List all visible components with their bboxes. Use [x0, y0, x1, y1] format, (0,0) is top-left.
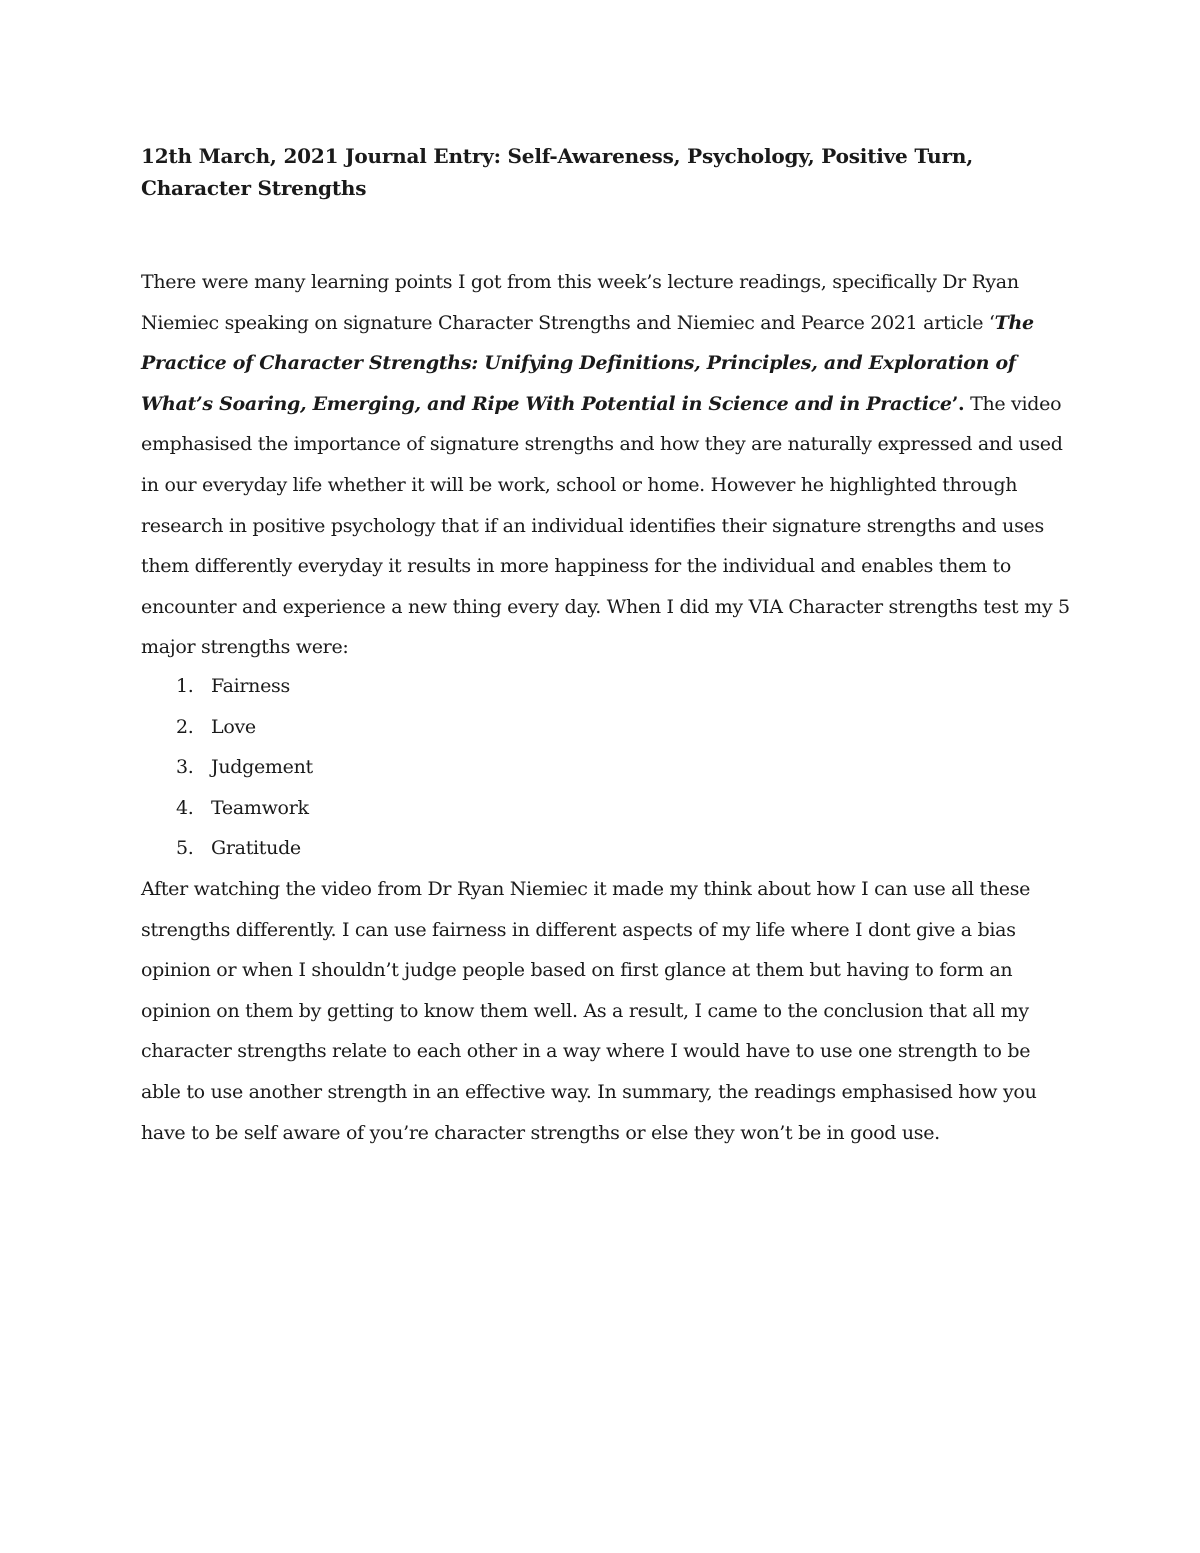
list-item-label: Fairness: [211, 675, 290, 697]
list-item-label: Love: [211, 715, 256, 738]
list-item: [176, 788, 313, 829]
paragraph-intro-text-1: There were many learning points I got from this week’s lecture readings, specifically Dr Ryan Niemiec speaking on signature Character Strengths and Niemiec and Pearce 2021 article ‘: [141, 271, 1019, 334]
list-item-number: 4.: [176, 796, 194, 819]
list-item-number: 5.: [176, 837, 194, 860]
list-item-label: Teamwork: [211, 796, 309, 819]
list-item: [176, 828, 313, 869]
list-item: [176, 707, 313, 748]
journal-entry-title: 12th March, 2021 Journal Entry: Self-Awareness, Psychology, Positive Turn, Character Strengths: [141, 144, 973, 200]
list-item-label: Judgement: [211, 756, 313, 779]
list-item-number: 1.: [176, 675, 194, 697]
list-item-label: Gratitude: [211, 837, 301, 860]
list-item: [176, 747, 313, 788]
paragraph-reflection: After watching the video from Dr Ryan Niemiec it made my think about how I can use all these strengths differently. I can use fairness in different aspects of my life where I dont give a bias opinion or when I shouldn’t judge people based on first glance at them but having to form an opinion on them by getting to know them well. As a result, I came to the conclusion that all my character strengths relate to each other in a way where I would have to use one strength to be able to use another strength in an effective way. In summary, the readings emphasised how you have to be self aware of you’re character strengths or else they won’t be in good use.: [141, 878, 1037, 1144]
article-title-close: ’.: [951, 392, 965, 415]
list-item-number: 2.: [176, 715, 194, 738]
article-title: The Practice of Character Strengths: Unifying Definitions, Principles, and Exploration of What’s Soaring, Emerging, and Ripe With Potential in Science and in Practice: [141, 311, 1034, 415]
list-item: [176, 666, 313, 707]
paragraph-intro-text-2: The video emphasised the importance of signature strengths and how they are naturally expressed and used in our everyday life whether it will be work, school or home. However he highlighted through research in positive psychology that if an individual identifies their signature strengths and uses them differently everyday it results in more happiness for the individual and enables them to encounter and experience a new thing every day. When I did my VIA Character strengths test my 5 major strengths were:: [141, 392, 1070, 659]
paragraph-intro: [141, 262, 1071, 668]
list-item-number: 3.: [176, 756, 194, 779]
strengths-list: [176, 666, 313, 869]
